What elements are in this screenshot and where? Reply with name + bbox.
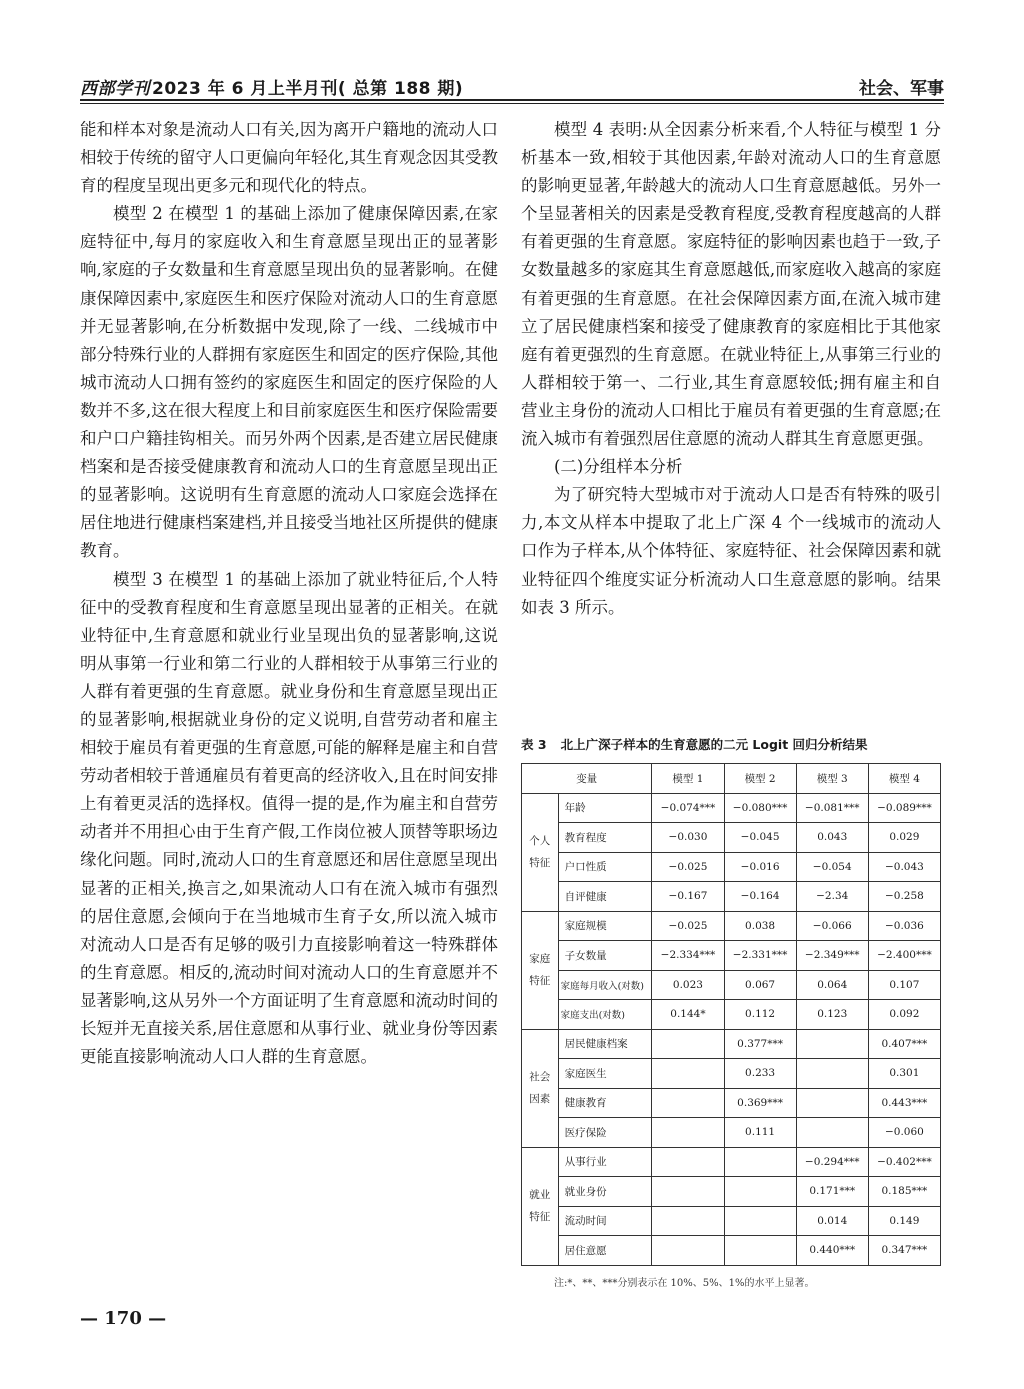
- coefficient-cell: 0.067: [724, 970, 796, 1000]
- coefficient-cell: −2.331***: [724, 941, 796, 971]
- coefficient-cell: 0.014: [796, 1206, 868, 1236]
- table-row: [522, 1147, 941, 1177]
- table-row: [522, 970, 941, 1000]
- table-body: [522, 793, 941, 1265]
- coefficient-cell: −0.025: [652, 852, 724, 882]
- coefficient-cell: 0.149: [868, 1206, 940, 1236]
- table-row: [522, 1206, 941, 1236]
- coefficient-cell: −0.036: [868, 911, 940, 941]
- paragraph: 模型 4 表明:从全因素分析来看,个人特征与模型 1 分析基本一致,相较于其他因素,年龄对流动人口的生育意愿的影响更显著,年龄越大的流动人口生育意愿越低。另外一个呈显著相关的因素是受教育程度,受教育程度越高的人群有着更强的生育意愿。家庭特征的影响因素也趋于一致,子女数量越多的家庭其生育意愿越低,而家庭收入越高的家庭有着更强的生育意愿。在社会保障因素方面,在流入城市建立了居民健康档案和接受了健康教育的家庭相比于其他家庭有着更强烈的生育意愿。在就业特征上,从事第三行业的人群相较于第一、二行业,其生育意愿较低;拥有雇主和自营业主身份的流动人口相比于雇员有着更强的生育意愿;在流入城市有着强烈居住意愿的流动人群其生育意愿更强。: [521, 120, 941, 449]
- table-row: [522, 1000, 941, 1030]
- table-row: [522, 882, 941, 912]
- right-column: [521, 116, 941, 622]
- coefficient-cell: 0.301: [868, 1059, 940, 1089]
- coefficient-cell: [652, 1029, 724, 1059]
- coefficient-cell: 0.038: [724, 911, 796, 941]
- variable-name: 居住意愿: [558, 1236, 652, 1266]
- variable-name: 居民健康档案: [558, 1029, 652, 1059]
- regression-table: [521, 763, 941, 1266]
- group-label: 就业 特征: [522, 1147, 559, 1265]
- coefficient-cell: 0.123: [796, 1000, 868, 1030]
- coefficient-cell: −2.334***: [652, 941, 724, 971]
- issue-info: 2023 年 6 月上半月刊( 总第 188 期): [152, 79, 464, 99]
- coefficient-cell: [724, 1177, 796, 1207]
- page-number: — 170 —: [80, 1308, 167, 1329]
- coefficient-cell: 0.347***: [868, 1236, 940, 1266]
- coefficient-cell: 0.092: [868, 1000, 940, 1030]
- coefficient-cell: −0.074***: [652, 793, 724, 823]
- variable-name: 自评健康: [558, 882, 652, 912]
- variable-name: 家庭每月收入(对数): [558, 970, 652, 1000]
- group-label: 社会 因素: [522, 1029, 559, 1147]
- table-row: [522, 793, 941, 823]
- left-column: [80, 116, 498, 1071]
- coefficient-cell: −2.349***: [796, 941, 868, 971]
- column-header: 模型 3: [796, 764, 868, 794]
- coefficient-cell: 0.443***: [868, 1088, 940, 1118]
- variable-name: 从事行业: [558, 1147, 652, 1177]
- paragraph: 为了研究特大型城市对于流动人口是否有特殊的吸引力,本文从样本中提取了北上广深 4 个一线城市的流动人口作为子样本,从个体特征、家庭特征、社会保障因素和就业特征四个维度实证分析流动人口生意意愿的影响。结果如表 3 所示。: [521, 485, 941, 617]
- table-header-row: [522, 764, 941, 794]
- group-label: 家庭 特征: [522, 911, 559, 1029]
- coefficient-cell: −0.066: [796, 911, 868, 941]
- variable-name: 子女数量: [558, 941, 652, 971]
- coefficient-cell: 0.407***: [868, 1029, 940, 1059]
- table-row: [522, 1236, 941, 1266]
- coefficient-cell: 0.369***: [724, 1088, 796, 1118]
- coefficient-cell: 0.023: [652, 970, 724, 1000]
- coefficient-cell: 0.171***: [796, 1177, 868, 1207]
- table-title: 北上广深子样本的生育意愿的二元 Logit 回归分析结果: [560, 737, 868, 752]
- paragraph: 模型 2 在模型 1 的基础上添加了健康保障因素,在家庭特征中,每月的家庭收入和生育意愿呈现出正的显著影响,家庭的子女数量和生育意愿呈现出负的显著影响。在健康保障因素中,家庭医生和医疗保险对流动人口的生育意愿并无显著影响,在分析数据中发现,除了一线、二线城市中部分特殊行业的人群拥有家庭医生和固定的医疗保险,其他城市流动人口拥有签约的家庭医生和固定的医疗保险的人数并不多,这在很大程度上和目前家庭医生和医疗保险需要和户口户籍挂钩相关。而另外两个因素,是否建立居民健康档案和是否接受健康教育和流动人口的生育意愿呈现出正的显著影响。这说明有生育意愿的流动人口家庭会选择在居住地进行健康档案建档,并且接受当地社区所提供的健康教育。: [80, 204, 498, 561]
- coefficient-cell: −0.089***: [868, 793, 940, 823]
- coefficient-cell: −2.34: [796, 882, 868, 912]
- table-row: [522, 1029, 941, 1059]
- table-row: [522, 1088, 941, 1118]
- header-left: [80, 74, 463, 99]
- coefficient-cell: [796, 1059, 868, 1089]
- journal-logo: 西部学刊: [80, 79, 150, 99]
- variable-name: 家庭医生: [558, 1059, 652, 1089]
- coefficient-cell: −0.167: [652, 882, 724, 912]
- coefficient-cell: −0.045: [724, 823, 796, 853]
- coefficient-cell: −0.016: [724, 852, 796, 882]
- coefficient-cell: [796, 1088, 868, 1118]
- table-row: [522, 941, 941, 971]
- coefficient-cell: [796, 1118, 868, 1148]
- variable-name: 户口性质: [558, 852, 652, 882]
- table-row: [522, 1177, 941, 1207]
- table-note: 注:*、**、***分别表示在 10%、5%、1%的水平上显著。: [554, 1278, 815, 1289]
- paragraph: 能和样本对象是流动人口有关,因为离开户籍地的流动人口相较于传统的留守人口更偏向年轻化,其生育观念因其受教育的程度呈现出更多元和现代化的特点。: [80, 120, 498, 196]
- coefficient-cell: −0.164: [724, 882, 796, 912]
- coefficient-cell: 0.064: [796, 970, 868, 1000]
- coefficient-cell: [796, 1029, 868, 1059]
- coefficient-cell: 0.029: [868, 823, 940, 853]
- variable-name: 教育程度: [558, 823, 652, 853]
- coefficient-cell: −0.025: [652, 911, 724, 941]
- running-header: [80, 70, 944, 104]
- subsection-heading: (二)分组样本分析: [554, 457, 683, 477]
- coefficient-cell: −0.080***: [724, 793, 796, 823]
- variable-name: 年龄: [558, 793, 652, 823]
- coefficient-cell: −0.258: [868, 882, 940, 912]
- coefficient-cell: [652, 1147, 724, 1177]
- coefficient-cell: [652, 1118, 724, 1148]
- coefficient-cell: −0.060: [868, 1118, 940, 1148]
- coefficient-cell: 0.111: [724, 1118, 796, 1148]
- table-row: [522, 1059, 941, 1089]
- coefficient-cell: 0.440***: [796, 1236, 868, 1266]
- coefficient-cell: [652, 1236, 724, 1266]
- column-header: 模型 2: [724, 764, 796, 794]
- coefficient-cell: −0.043: [868, 852, 940, 882]
- group-label: 个人 特征: [522, 793, 559, 911]
- variable-name: 医疗保险: [558, 1118, 652, 1148]
- variable-name: 流动时间: [558, 1206, 652, 1236]
- coefficient-cell: 0.377***: [724, 1029, 796, 1059]
- coefficient-cell: 0.144*: [652, 1000, 724, 1030]
- header-rule: [80, 99, 944, 104]
- column-header: 变量: [522, 764, 652, 794]
- variable-name: 家庭规模: [558, 911, 652, 941]
- variable-name: 就业身份: [558, 1177, 652, 1207]
- table-caption: [521, 735, 941, 753]
- coefficient-cell: [652, 1059, 724, 1089]
- coefficient-cell: 0.233: [724, 1059, 796, 1089]
- coefficient-cell: 0.043: [796, 823, 868, 853]
- table-label: 表 3: [521, 737, 547, 752]
- variable-name: 家庭支出(对数): [558, 1000, 652, 1030]
- table-row: [522, 852, 941, 882]
- coefficient-cell: −0.054: [796, 852, 868, 882]
- coefficient-cell: 0.185***: [868, 1177, 940, 1207]
- table-row: [522, 1118, 941, 1148]
- coefficient-cell: −0.081***: [796, 793, 868, 823]
- coefficient-cell: 0.107: [868, 970, 940, 1000]
- coefficient-cell: [724, 1147, 796, 1177]
- coefficient-cell: [724, 1206, 796, 1236]
- table-row: [522, 911, 941, 941]
- coefficient-cell: [652, 1206, 724, 1236]
- column-header: 模型 4: [868, 764, 940, 794]
- coefficient-cell: [652, 1088, 724, 1118]
- column-header: 模型 1: [652, 764, 724, 794]
- variable-name: 健康教育: [558, 1088, 652, 1118]
- section-label: 社会、军事: [859, 79, 944, 99]
- coefficient-cell: −2.400***: [868, 941, 940, 971]
- coefficient-cell: [652, 1177, 724, 1207]
- paragraph: 模型 3 在模型 1 的基础上添加了就业特征后,个人特征中的受教育程度和生育意愿呈现出显著的正相关。在就业特征中,生育意愿和就业行业呈现出负的显著影响,这说明从事第一行业和第二行业的人群相较于从事第三行业的人群有着更强的生育意愿。就业身份和生育意愿呈现出正的显著影响,根据就业身份的定义说明,自营劳动者和雇主相较于雇员有着更强的生育意愿,可能的解释是雇主和自营劳动者相较于普通雇员有着更高的经济收入,且在时间安排上有着更灵活的选择权。值得一提的是,作为雇主和自营劳动者并不用担心由于生育产假,工作岗位被人顶替等职场边缘化问题。同时,流动人口的生育意愿还和居住意愿呈现出显著的正相关,换言之,如果流动人口有在流入城市有强烈的居住意愿,会倾向于在当地城市生育子女,所以流入城市对流动人口是否有足够的吸引力直接影响着这一特殊群体的生育意愿。相反的,流动时间对流动人口的生育意愿并不显著影响,这从另外一个方面证明了生育意愿和流动时间的长短并无直接关系,居住意愿和从事行业、就业身份等因素更能直接影响流动人口人群的生育意愿。: [80, 569, 498, 1067]
- coefficient-cell: −0.294***: [796, 1147, 868, 1177]
- coefficient-cell: 0.112: [724, 1000, 796, 1030]
- coefficient-cell: [724, 1236, 796, 1266]
- coefficient-cell: −0.030: [652, 823, 724, 853]
- coefficient-cell: −0.402***: [868, 1147, 940, 1177]
- table-row: [522, 823, 941, 853]
